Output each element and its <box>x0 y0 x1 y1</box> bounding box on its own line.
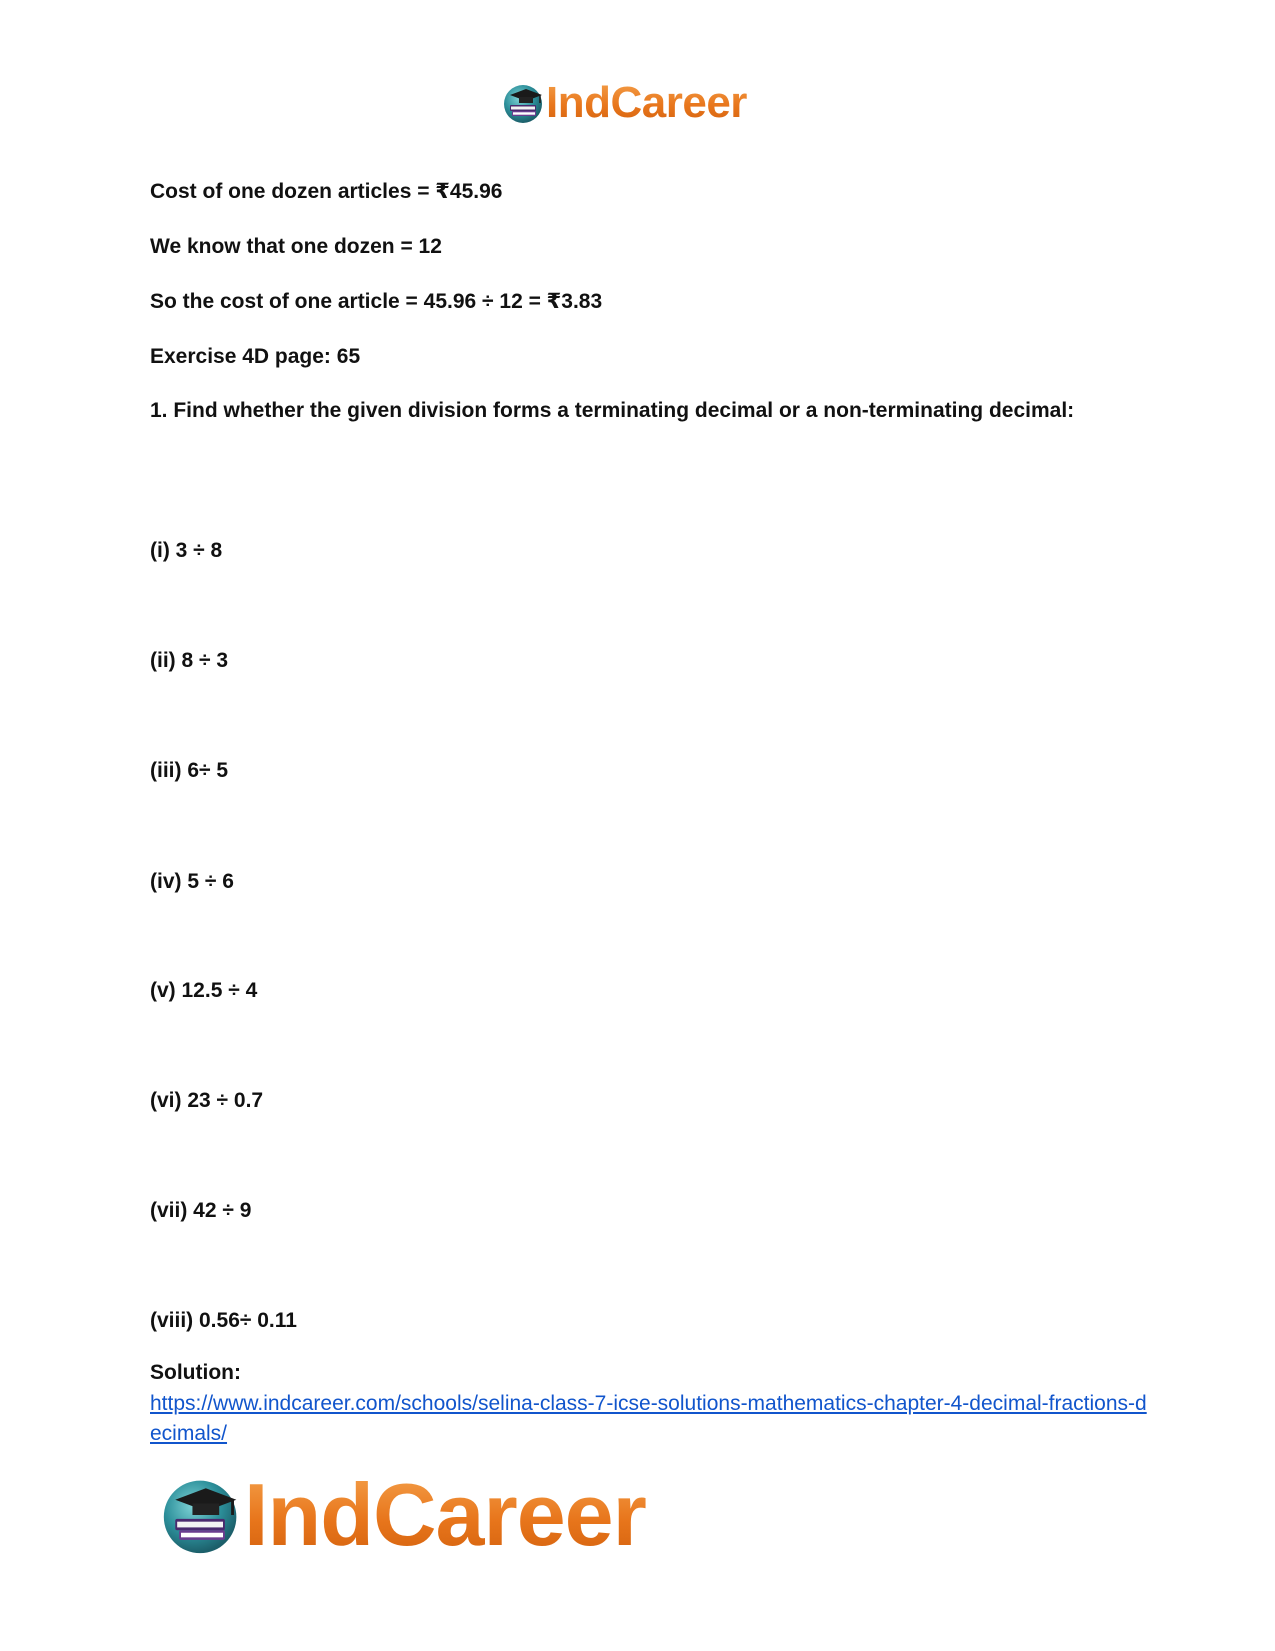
header-logo-text: IndCareer <box>546 78 747 127</box>
list-item-i: (i) 3 ÷ 8 <box>150 539 223 562</box>
header-logo <box>502 80 747 126</box>
footer-logo <box>160 1465 646 1564</box>
graduation-cap-books-globe-icon <box>502 81 546 125</box>
cost-one-article-line: So the cost of one article = 45.96 ÷ 12 = ₹3.83 <box>150 290 603 313</box>
list-item-vii: (vii) 42 ÷ 9 <box>150 1199 252 1222</box>
list-item-v: (v) 12.5 ÷ 4 <box>150 979 258 1002</box>
list-item-viii: (viii) 0.56÷ 0.11 <box>150 1309 297 1332</box>
question-text: 1. Find whether the given division forms a terminating decimal or a non-terminating decimal: <box>150 399 1075 422</box>
list-item-iii: (iii) 6÷ 5 <box>150 759 229 782</box>
cost-dozen-line: Cost of one dozen articles = ₹45.96 <box>150 180 503 203</box>
footer-logo-text: IndCareer <box>244 1465 646 1564</box>
solution-link[interactable]: https://www.indcareer.com/schools/selina-class-7-icse-solutions-mathematics-chapter-4-decimal-fractions-decimals/ <box>150 1392 1147 1445</box>
graduation-cap-books-globe-icon <box>160 1473 244 1557</box>
list-item-ii: (ii) 8 ÷ 3 <box>150 649 229 672</box>
list-item-iv: (iv) 5 ÷ 6 <box>150 870 234 893</box>
list-item-vi: (vi) 23 ÷ 0.7 <box>150 1089 264 1112</box>
solution-label: Solution: <box>150 1361 241 1384</box>
exercise-heading: Exercise 4D page: 65 <box>150 345 361 368</box>
dozen-definition-line: We know that one dozen = 12 <box>150 235 442 258</box>
